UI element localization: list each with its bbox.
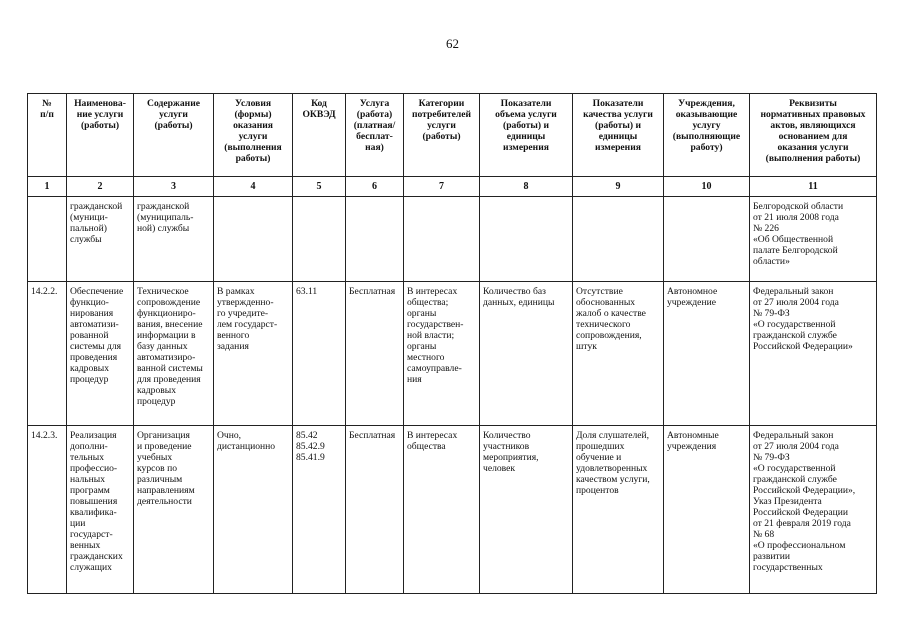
header-cell: Условия (формы) оказания услуги (выполнения работы) <box>214 94 293 177</box>
table-row <box>28 282 877 426</box>
column-number: 9 <box>573 177 664 197</box>
column-number: 2 <box>67 177 134 197</box>
table-cell: 85.42 85.42.9 85.41.9 <box>293 426 346 594</box>
header-row <box>28 94 877 177</box>
table-cell: Автономные учреждения <box>664 426 750 594</box>
column-number: 4 <box>214 177 293 197</box>
services-table <box>27 93 877 594</box>
column-number-row <box>28 177 877 197</box>
header-cell: № п/п <box>28 94 67 177</box>
column-number: 6 <box>346 177 404 197</box>
table-cell: 14.2.3. <box>28 426 67 594</box>
table-row <box>28 197 877 282</box>
table-row <box>28 426 877 594</box>
column-number: 7 <box>404 177 480 197</box>
table-cell <box>214 197 293 282</box>
header-cell: Показатели объема услуги (работы) и единицы измерения <box>480 94 573 177</box>
table-cell: Реализация дополни- тельных профессио- нальных программ повышения квалифика- ции государст- венных гражданских служащих <box>67 426 134 594</box>
table-cell: гражданской (муници- пальной) службы <box>67 197 134 282</box>
table-cell <box>293 197 346 282</box>
table-cell: Количество участников мероприятия, человек <box>480 426 573 594</box>
table-cell: В интересах общества <box>404 426 480 594</box>
table-cell <box>573 197 664 282</box>
table-cell: Очно, дистанционно <box>214 426 293 594</box>
table-cell: гражданской (муниципаль- ной) службы <box>134 197 214 282</box>
table-cell: В рамках утвержденно- го учредите- лем государст- венного задания <box>214 282 293 426</box>
header-cell: Показатели качества услуги (работы) и единицы измерения <box>573 94 664 177</box>
table-cell: Количество баз данных, единицы <box>480 282 573 426</box>
column-number: 11 <box>750 177 877 197</box>
table-cell: Бесплатная <box>346 426 404 594</box>
header-cell: Код ОКВЭД <box>293 94 346 177</box>
table-cell: Федеральный закон от 27 июля 2004 года № 79-ФЗ «О государственной гражданской службе Российской Федерации» <box>750 282 877 426</box>
table-cell: Обеспечение функцио- нирования автоматизи- рованной системы для проведения кадровых процедур <box>67 282 134 426</box>
column-number: 5 <box>293 177 346 197</box>
header-cell: Категории потребителей услуги (работы) <box>404 94 480 177</box>
table-cell <box>664 197 750 282</box>
table-cell: Автономное учреждение <box>664 282 750 426</box>
header-cell: Реквизиты нормативных правовых актов, являющихся основанием для оказания услуги (выполнения работы) <box>750 94 877 177</box>
table-cell <box>480 197 573 282</box>
column-number: 1 <box>28 177 67 197</box>
header-cell: Услуга (работа) (платная/ бесплат- ная) <box>346 94 404 177</box>
table-cell: Доля слушателей, прошедших обучение и удовлетворенных качеством услуги, процентов <box>573 426 664 594</box>
table-cell <box>346 197 404 282</box>
table-cell: Организация и проведение учебных курсов по различным направлениям деятельности <box>134 426 214 594</box>
table-cell: 14.2.2. <box>28 282 67 426</box>
header-cell: Учреждения, оказывающие услугу (выполняющие работу) <box>664 94 750 177</box>
column-number: 8 <box>480 177 573 197</box>
table-cell: Техническое сопровождение функциониро- вания, внесение информации в базу данных автоматизиро- ванной системы для проведения кадровых процедур <box>134 282 214 426</box>
header-cell: Содержание услуги (работы) <box>134 94 214 177</box>
table-cell: В интересах общества; органы государствен- ной власти; органы местного самоуправле- ния <box>404 282 480 426</box>
table-cell: Отсутствие обоснованных жалоб о качестве технического сопровождения, штук <box>573 282 664 426</box>
table-cell: Федеральный закон от 27 июля 2004 года № 79-ФЗ «О государственной гражданской службе Российской Федерации», Указ Президента Российской Федерации от 21 февраля 2019 года № 68 «О профессиональном развитии государственных <box>750 426 877 594</box>
table-cell: Бесплатная <box>346 282 404 426</box>
column-number: 10 <box>664 177 750 197</box>
table-cell <box>404 197 480 282</box>
table-cell: Белгородской области от 21 июля 2008 года № 226 «Об Общественной палате Белгородской области» <box>750 197 877 282</box>
table-cell <box>28 197 67 282</box>
table-cell: 63.11 <box>293 282 346 426</box>
column-number: 3 <box>134 177 214 197</box>
page-number: 62 <box>446 36 459 51</box>
header-cell: Наименова- ние услуги (работы) <box>67 94 134 177</box>
